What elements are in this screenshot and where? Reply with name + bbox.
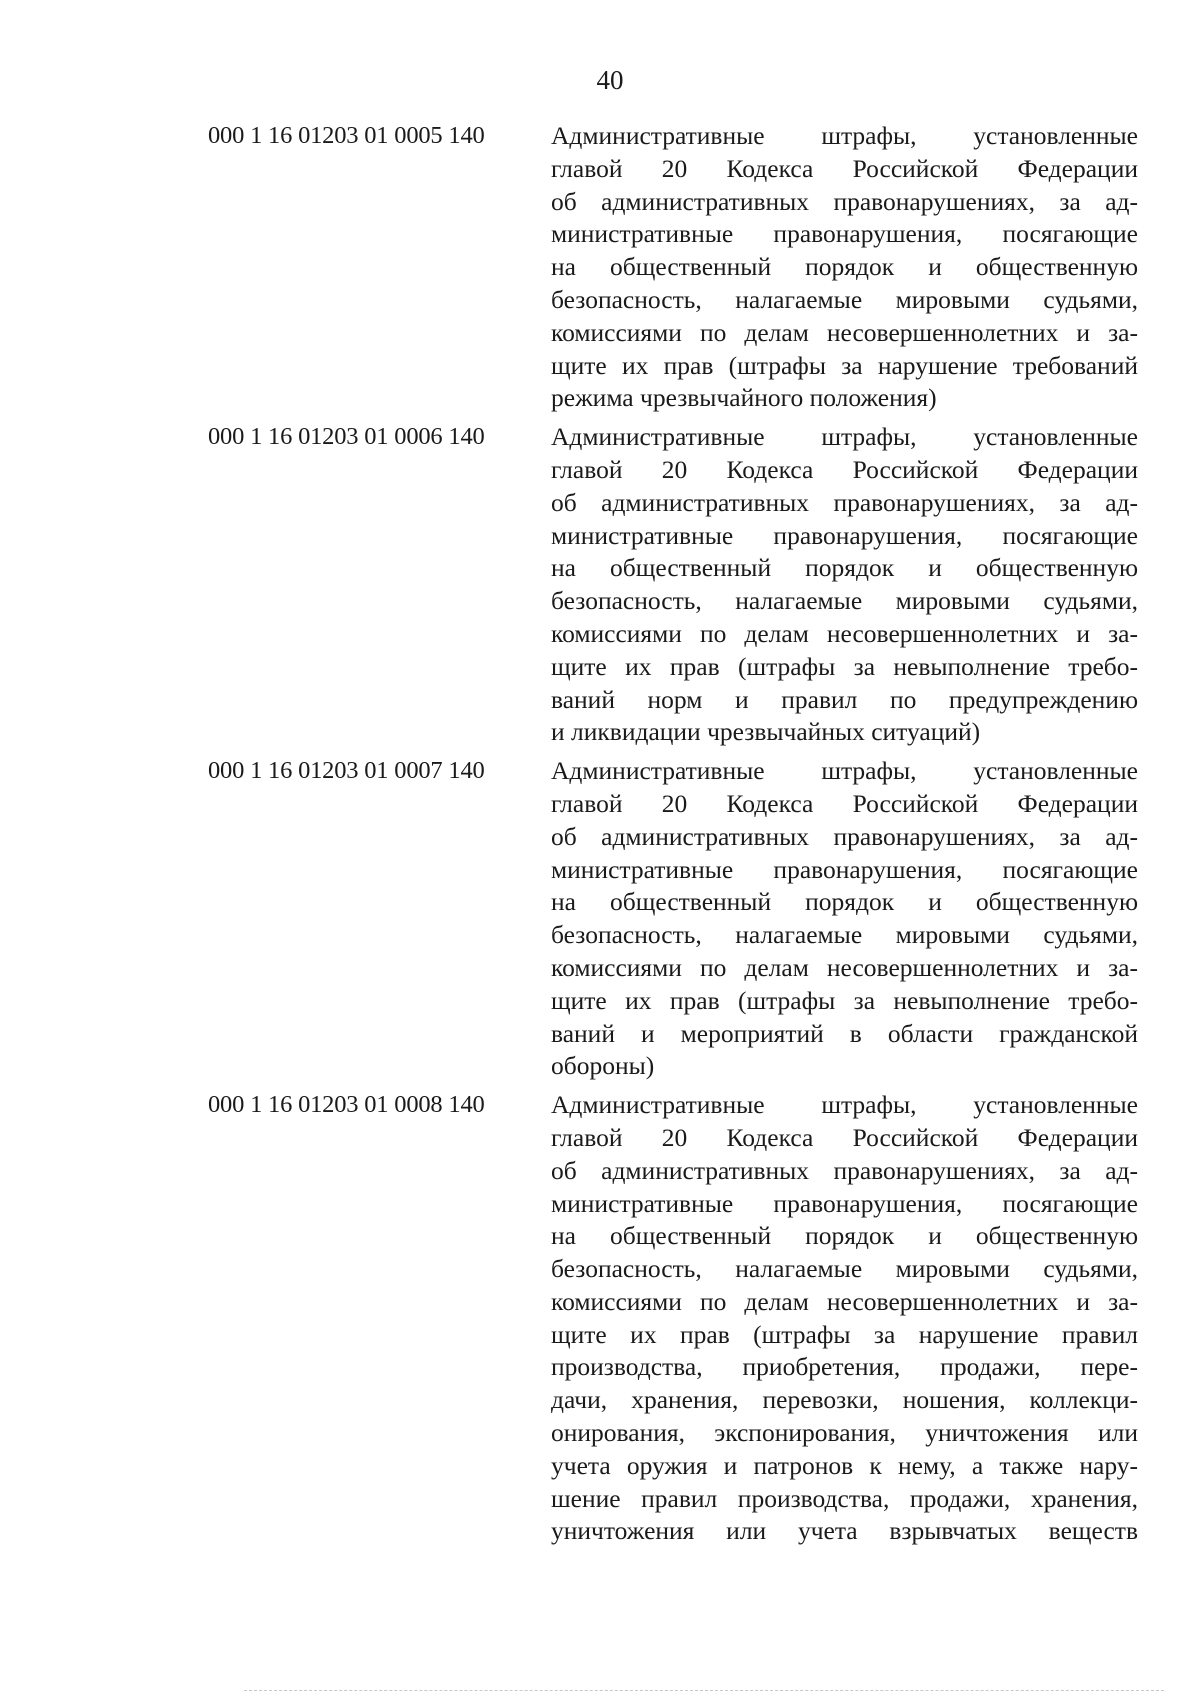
description-line: главой 20 Кодекса Российской Федерации xyxy=(551,788,1138,818)
budget-classification-code: 000 1 16 01203 01 0005 140 xyxy=(208,122,485,149)
description-line: об административных правонарушениях, за ад- xyxy=(551,821,1138,851)
table-row xyxy=(208,755,1140,1083)
description-line: на общественный порядок и общественную xyxy=(551,887,1138,917)
description-line: комиссиями по делам несовершеннолетних и за- xyxy=(551,952,1138,982)
description-line: Административные штрафы, установленные xyxy=(551,756,1138,786)
description-line: об административных правонарушениях, за ад- xyxy=(551,1155,1138,1185)
description-line: щите их прав (штрафы за невыполнение требо- xyxy=(551,985,1138,1015)
description-line: учета оружия и патронов к нему, а также нару- xyxy=(551,1450,1138,1480)
description-line: щите их прав (штрафы за нарушение правил xyxy=(551,1319,1138,1349)
description-line: на общественный порядок и общественную xyxy=(551,252,1138,282)
description-line: министративные правонарушения, посягающие xyxy=(551,520,1138,550)
description-line: безопасность, налагаемые мировыми судьями, xyxy=(551,284,1138,314)
table-row xyxy=(208,120,1140,415)
description-line: комиссиями по делам несовершеннолетних и за- xyxy=(551,317,1138,347)
description-line: щите их прав (штрафы за невыполнение требо- xyxy=(551,651,1138,681)
description-line: на общественный порядок и общественную xyxy=(551,1221,1138,1251)
page-number: 40 xyxy=(596,65,624,95)
description-line: об административных правонарушениях, за ад- xyxy=(551,186,1138,216)
description-line: Административные штрафы, установленные xyxy=(551,121,1138,150)
description-line: и ликвидации чрезвычайных ситуаций) xyxy=(551,717,981,747)
description-line: министративные правонарушения, посягающие xyxy=(551,1188,1138,1218)
code-description xyxy=(551,421,1138,749)
description-line: министративные правонарушения, посягающие xyxy=(551,219,1138,249)
page-bottom-edge xyxy=(244,1690,1164,1691)
code-description xyxy=(551,1089,1138,1548)
description-line: на общественный порядок и общественную xyxy=(551,553,1138,583)
description-line: безопасность, налагаемые мировыми судьями, xyxy=(551,586,1138,616)
description-line: безопасность, налагаемые мировыми судьями, xyxy=(551,920,1138,950)
description-line: дачи, хранения, перевозки, ношения, коллекци- xyxy=(551,1385,1138,1415)
description-line: ваний норм и правил по предупреждению xyxy=(551,684,1138,714)
description-line: онирования, экспонирования, уничтожения или xyxy=(551,1418,1138,1448)
budget-classification-code: 000 1 16 01203 01 0007 140 xyxy=(208,757,485,785)
table-row xyxy=(208,1089,1140,1548)
description-line: министративные правонарушения, посягающие xyxy=(551,854,1138,884)
code-description xyxy=(551,120,1138,415)
code-description xyxy=(551,755,1138,1083)
description-line: Административные штрафы, установленные xyxy=(551,1090,1138,1120)
description-line: шение правил производства, продажи, хранения, xyxy=(551,1483,1138,1513)
description-line: главой 20 Кодекса Российской Федерации xyxy=(551,1122,1138,1152)
budget-classification-code: 000 1 16 01203 01 0006 140 xyxy=(208,423,485,451)
description-line: комиссиями по делам несовершеннолетних и за- xyxy=(551,1286,1138,1316)
description-line: обороны) xyxy=(551,1051,655,1081)
description-line: уничтожения или учета взрывчатых веществ xyxy=(551,1516,1138,1546)
budget-code-table xyxy=(208,120,1140,1554)
description-line: режима чрезвычайного положения) xyxy=(551,383,937,413)
description-line: безопасность, налагаемые мировыми судьями, xyxy=(551,1254,1138,1284)
description-line: об административных правонарушениях, за ад- xyxy=(551,487,1138,517)
description-line: главой 20 Кодекса Российской Федерации xyxy=(551,153,1138,183)
description-line: главой 20 Кодекса Российской Федерации xyxy=(551,454,1138,484)
description-line: комиссиями по делам несовершеннолетних и за- xyxy=(551,618,1138,648)
description-line: щите их прав (штрафы за нарушение требований xyxy=(551,350,1138,380)
budget-classification-code: 000 1 16 01203 01 0008 140 xyxy=(208,1091,485,1119)
description-line: Административные штрафы, установленные xyxy=(551,422,1138,452)
table-row xyxy=(208,421,1140,749)
description-line: ваний и мероприятий в области гражданской xyxy=(551,1018,1138,1048)
description-line: производства, приобретения, продажи, пере- xyxy=(551,1352,1138,1382)
